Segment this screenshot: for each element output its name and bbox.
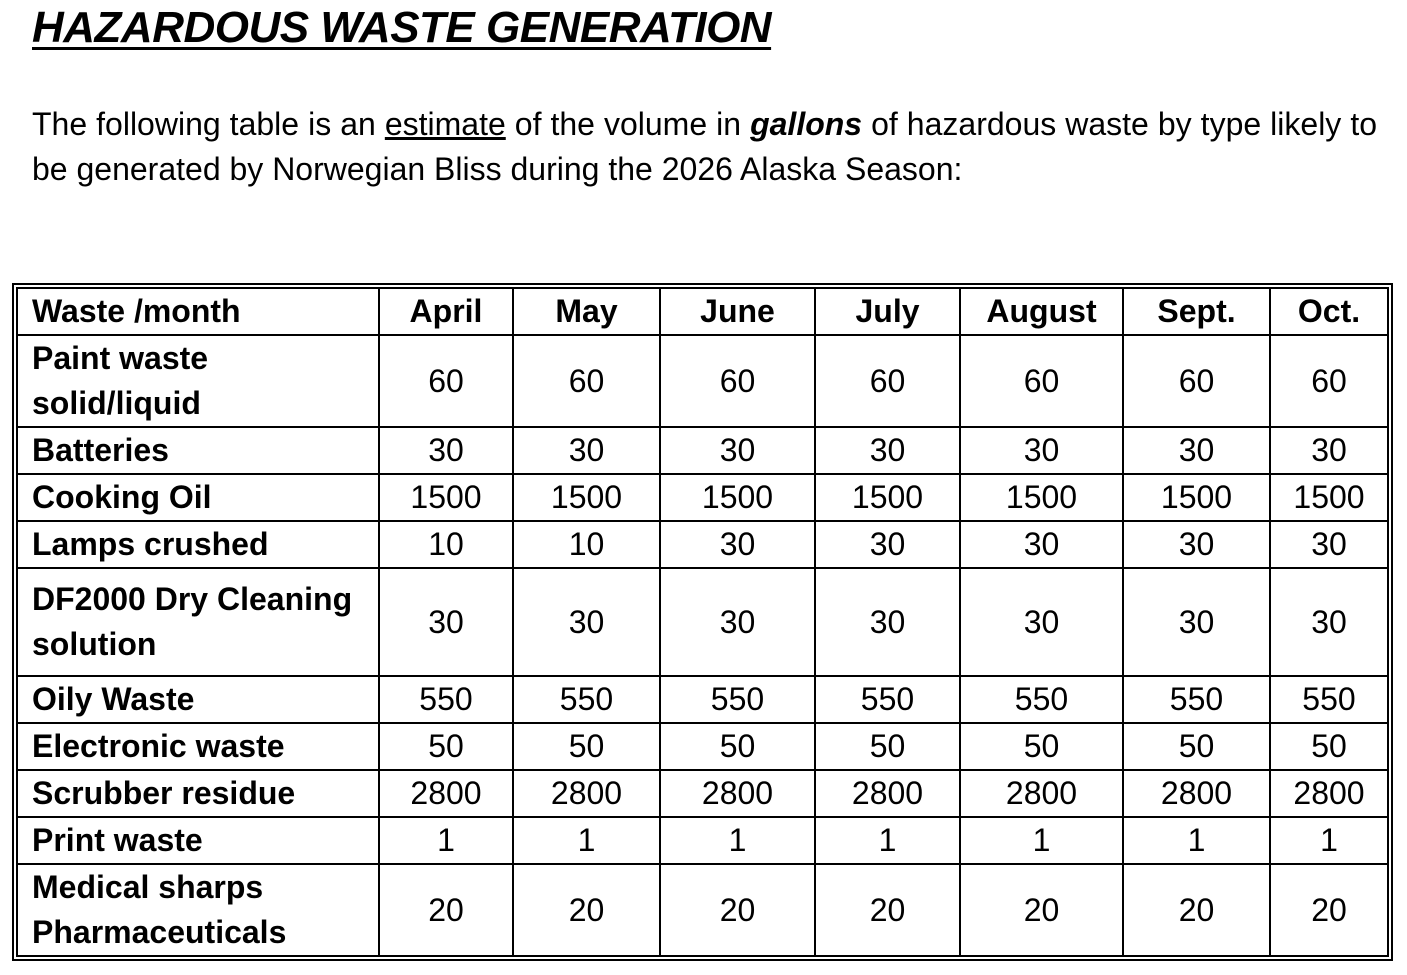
value-cell: 20	[513, 864, 660, 956]
table-row	[17, 335, 1388, 427]
value-cell: 20	[1123, 864, 1270, 956]
value-cell: 550	[815, 676, 960, 723]
value-cell: 1	[1270, 817, 1388, 864]
value-cell: 30	[960, 521, 1123, 568]
intro-unit-word: gallons	[750, 106, 863, 142]
value-cell: 60	[660, 335, 815, 427]
value-cell: 50	[379, 723, 513, 770]
value-cell: 60	[960, 335, 1123, 427]
value-cell: 1	[1123, 817, 1270, 864]
value-cell: 1500	[513, 474, 660, 521]
value-cell: 50	[1123, 723, 1270, 770]
value-cell: 10	[379, 521, 513, 568]
table-row	[17, 427, 1388, 474]
intro-text-2: of the volume in	[505, 106, 751, 142]
value-cell: 1	[660, 817, 815, 864]
row-label-cell: Lamps crushed	[17, 521, 379, 568]
row-label-cell: Cooking Oil	[17, 474, 379, 521]
header-cell: April	[379, 288, 513, 335]
value-cell: 10	[513, 521, 660, 568]
value-cell: 20	[379, 864, 513, 956]
table-row	[17, 521, 1388, 568]
row-label-cell: Paint waste solid/liquid	[17, 335, 379, 427]
value-cell: 20	[660, 864, 815, 956]
value-cell: 30	[1270, 568, 1388, 676]
row-label-cell: Electronic waste	[17, 723, 379, 770]
value-cell: 60	[379, 335, 513, 427]
value-cell: 50	[960, 723, 1123, 770]
value-cell: 30	[815, 568, 960, 676]
value-cell: 1500	[379, 474, 513, 521]
value-cell: 30	[815, 521, 960, 568]
table-row	[17, 770, 1388, 817]
value-cell: 30	[1270, 427, 1388, 474]
table-row	[17, 474, 1388, 521]
value-cell: 1500	[960, 474, 1123, 521]
intro-paragraph	[32, 102, 1377, 192]
value-cell: 30	[815, 427, 960, 474]
value-cell: 20	[815, 864, 960, 956]
value-cell: 30	[660, 521, 815, 568]
value-cell: 30	[1123, 521, 1270, 568]
value-cell: 1500	[815, 474, 960, 521]
value-cell: 2800	[513, 770, 660, 817]
value-cell: 30	[1123, 568, 1270, 676]
header-cell: Waste /month	[17, 288, 379, 335]
value-cell: 2800	[960, 770, 1123, 817]
value-cell: 1500	[1123, 474, 1270, 521]
value-cell: 550	[660, 676, 815, 723]
value-cell: 2800	[815, 770, 960, 817]
value-cell: 550	[1123, 676, 1270, 723]
header-cell: August	[960, 288, 1123, 335]
value-cell: 550	[960, 676, 1123, 723]
value-cell: 60	[513, 335, 660, 427]
value-cell: 30	[1270, 521, 1388, 568]
table-row	[17, 676, 1388, 723]
value-cell: 2800	[660, 770, 815, 817]
header-cell: July	[815, 288, 960, 335]
value-cell: 2800	[1270, 770, 1388, 817]
waste-table-frame	[12, 283, 1393, 961]
value-cell: 1	[815, 817, 960, 864]
row-label-cell: Oily Waste	[17, 676, 379, 723]
intro-text-1: The following table is an	[32, 106, 385, 142]
waste-table	[16, 287, 1389, 957]
value-cell: 30	[660, 427, 815, 474]
value-cell: 30	[379, 427, 513, 474]
value-cell: 30	[1123, 427, 1270, 474]
value-cell: 2800	[379, 770, 513, 817]
value-cell: 1	[960, 817, 1123, 864]
value-cell: 60	[1123, 335, 1270, 427]
page-title: HAZARDOUS WASTE GENERATION	[32, 3, 772, 52]
value-cell: 550	[513, 676, 660, 723]
value-cell: 50	[513, 723, 660, 770]
header-cell: May	[513, 288, 660, 335]
value-cell: 1500	[1270, 474, 1388, 521]
intro-text-3: of hazardous waste by type likely to be generated by Norwegian Bliss during the 2026 Alaska Season:	[32, 106, 1378, 187]
table-header-row	[17, 288, 1388, 335]
intro-underlined-word: estimate	[384, 106, 506, 142]
header-cell: Oct.	[1270, 288, 1388, 335]
row-label-cell: Scrubber residue	[17, 770, 379, 817]
value-cell: 50	[1270, 723, 1388, 770]
header-cell: Sept.	[1123, 288, 1270, 335]
value-cell: 60	[815, 335, 960, 427]
value-cell: 30	[513, 427, 660, 474]
value-cell: 30	[660, 568, 815, 676]
value-cell: 30	[960, 427, 1123, 474]
table-row	[17, 568, 1388, 676]
value-cell: 20	[960, 864, 1123, 956]
header-cell: June	[660, 288, 815, 335]
value-cell: 50	[660, 723, 815, 770]
value-cell: 30	[513, 568, 660, 676]
value-cell: 30	[960, 568, 1123, 676]
row-label-cell: DF2000 Dry Cleaning solution	[17, 568, 379, 676]
value-cell: 30	[379, 568, 513, 676]
value-cell: 60	[1270, 335, 1388, 427]
value-cell: 550	[1270, 676, 1388, 723]
value-cell: 1500	[660, 474, 815, 521]
table-row	[17, 864, 1388, 956]
value-cell: 2800	[1123, 770, 1270, 817]
row-label-cell: Print waste	[17, 817, 379, 864]
value-cell: 50	[815, 723, 960, 770]
table-body	[17, 335, 1388, 956]
value-cell: 1	[513, 817, 660, 864]
table-row	[17, 723, 1388, 770]
row-label-cell: Batteries	[17, 427, 379, 474]
value-cell: 20	[1270, 864, 1388, 956]
table-row	[17, 817, 1388, 864]
value-cell: 1	[379, 817, 513, 864]
row-label-cell: Medical sharps Pharmaceuticals	[17, 864, 379, 956]
value-cell: 550	[379, 676, 513, 723]
